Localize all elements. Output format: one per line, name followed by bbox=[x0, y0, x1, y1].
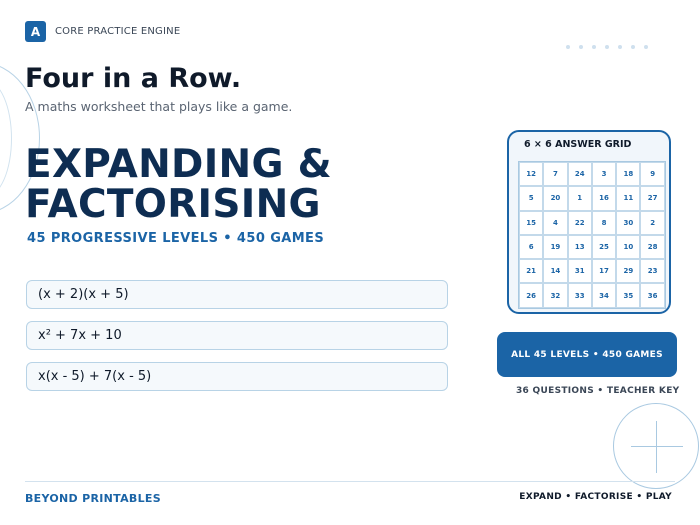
answer-grid-cell: 26 bbox=[519, 283, 543, 307]
answer-grid-cell: 12 bbox=[519, 162, 543, 186]
answer-grid-cell: 36 bbox=[640, 283, 664, 307]
page-subtitle: A maths worksheet that plays like a game. bbox=[25, 99, 293, 114]
answer-grid-cell: 5 bbox=[519, 186, 543, 210]
answer-grid-title: 6 × 6 ANSWER GRID bbox=[524, 139, 632, 150]
footer-tagline: EXPAND • FACTORISE • PLAY bbox=[519, 492, 672, 502]
answer-grid-cell: 9 bbox=[640, 162, 664, 186]
answer-grid-cell: 31 bbox=[568, 259, 592, 283]
answer-grid-cell: 14 bbox=[543, 259, 567, 283]
answer-grid-cell: 20 bbox=[543, 186, 567, 210]
expression-box-3: x(x - 5) + 7(x - 5) bbox=[26, 362, 448, 391]
answer-grid-cell: 32 bbox=[543, 283, 567, 307]
answer-grid-cell: 23 bbox=[640, 259, 664, 283]
topic-line-2: FACTORISING bbox=[25, 182, 321, 227]
answer-grid-cell: 10 bbox=[616, 235, 640, 259]
answer-grid-cell: 28 bbox=[640, 235, 664, 259]
answer-grid-cell: 33 bbox=[568, 283, 592, 307]
expression-box-2: x² + 7x + 10 bbox=[26, 321, 448, 350]
answer-grid-cell: 35 bbox=[616, 283, 640, 307]
answer-grid-cell: 24 bbox=[568, 162, 592, 186]
answer-grid-cell: 30 bbox=[616, 211, 640, 235]
topic-line-1: EXPANDING & bbox=[25, 142, 332, 187]
answer-grid-cell: 11 bbox=[616, 186, 640, 210]
answer-grid-cell: 17 bbox=[592, 259, 616, 283]
levels-caption: 45 PROGRESSIVE LEVELS • 450 GAMES bbox=[27, 231, 325, 246]
answer-grid-cell: 34 bbox=[592, 283, 616, 307]
answer-grid-cell: 21 bbox=[519, 259, 543, 283]
page-title: Four in a Row. bbox=[25, 63, 242, 94]
brand bbox=[25, 21, 180, 42]
expression-box-1: (x + 2)(x + 5) bbox=[26, 280, 448, 309]
answer-grid-cell: 6 bbox=[519, 235, 543, 259]
answer-grid-cell: 8 bbox=[592, 211, 616, 235]
all-levels-button[interactable]: ALL 45 LEVELS • 450 GAMES bbox=[497, 332, 677, 377]
answer-grid-cell: 27 bbox=[640, 186, 664, 210]
answer-grid-cell: 29 bbox=[616, 259, 640, 283]
answer-grid-cell: 19 bbox=[543, 235, 567, 259]
answer-grid-cell: 3 bbox=[592, 162, 616, 186]
answer-grid-cell: 4 bbox=[543, 211, 567, 235]
answer-grid-cell: 25 bbox=[592, 235, 616, 259]
decorative-dots bbox=[566, 45, 648, 49]
answer-grid-cell: 1 bbox=[568, 186, 592, 210]
brand-logo: A bbox=[25, 21, 46, 42]
answer-grid-cell: 7 bbox=[543, 162, 567, 186]
answer-grid-card bbox=[507, 130, 671, 314]
footer-brand: BEYOND PRINTABLES bbox=[25, 492, 161, 505]
footer-divider bbox=[25, 481, 675, 482]
crosshair-icon bbox=[613, 403, 699, 489]
answer-grid-cell: 2 bbox=[640, 211, 664, 235]
answer-grid-cell: 18 bbox=[616, 162, 640, 186]
brand-name: CORE PRACTICE ENGINE bbox=[55, 26, 181, 37]
questions-note: 36 QUESTIONS • TEACHER KEY bbox=[516, 386, 680, 396]
answer-grid-cell: 13 bbox=[568, 235, 592, 259]
answer-grid-cell: 16 bbox=[592, 186, 616, 210]
answer-grid-cell: 22 bbox=[568, 211, 592, 235]
answer-grid-cell: 15 bbox=[519, 211, 543, 235]
topic-heading bbox=[25, 142, 332, 227]
answer-grid bbox=[518, 161, 666, 309]
